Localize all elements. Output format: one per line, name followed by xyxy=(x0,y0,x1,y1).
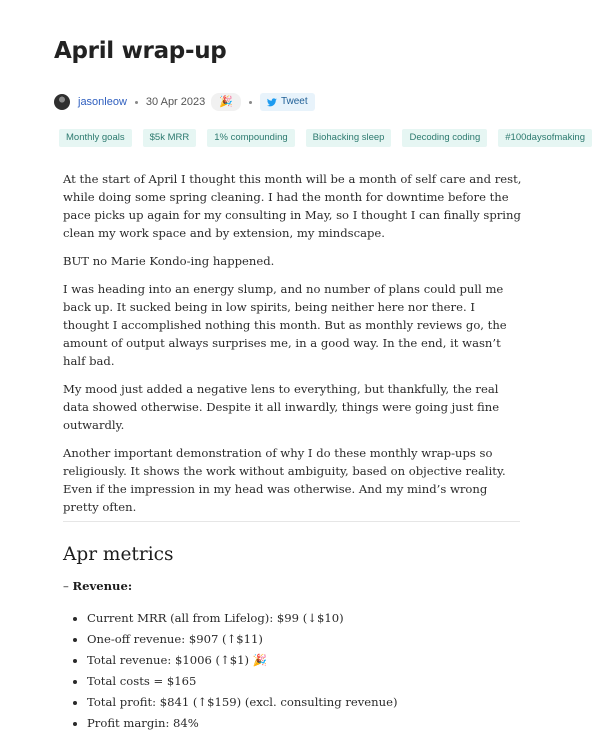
separator-dot xyxy=(135,101,138,104)
post-body xyxy=(63,170,523,526)
body-paragraph: My mood just added a negative lens to everything, but thankfully, the real data showed otherwise. Despite it all inwardly, things were going just fine outwardly. xyxy=(63,382,500,432)
tag[interactable]: Decoding coding xyxy=(402,129,487,147)
revenue-label-text: Revenue: xyxy=(72,579,133,593)
tag[interactable]: #100daysofmaking xyxy=(498,129,592,147)
separator-dot xyxy=(249,101,252,104)
tag[interactable]: Biohacking sleep xyxy=(306,129,392,147)
list-item: • Total profit: $841 (↑$159) (excl. consulting revenue) xyxy=(87,692,397,713)
tag[interactable]: 1% compounding xyxy=(207,129,294,147)
metrics-heading: Apr metrics xyxy=(63,544,174,565)
tag[interactable]: Monthly goals xyxy=(59,129,132,147)
post-date: 30 Apr 2023 xyxy=(145,96,206,108)
body-paragraph: I was heading into an energy slump, and no number of plans could pull me back up. It sucked being in low spirits, being neither here nor there. I thought I accomplished nothing this month. But as monthly reviews go, the amount of output always surprises me, in a good way. In the end, it wasn’t half bad. xyxy=(63,282,507,368)
body-paragraph: Another important demonstration of why I do these monthly wrap-ups so religiously. It shows the work without ambiguity, based on objective reality. Even if the impression in my head was otherwise. And my mind’s wrong pretty often. xyxy=(63,446,506,514)
metric-list xyxy=(63,608,397,734)
post-meta xyxy=(54,92,315,112)
tag-list xyxy=(59,129,600,147)
list-item: • Total costs = $165 xyxy=(87,671,397,692)
body-paragraph: BUT no Marie Kondo-ing happened. xyxy=(63,254,275,268)
body-paragraph: At the start of April I thought this month will be a month of self care and rest, while doing some spring cleaning. I had the month for downtime before the pace picks up again for my consulting in May, so I thought I can finally spring clean my work space and by extension, my mindscape. xyxy=(63,172,522,240)
list-item: • One-off revenue: $907 (↑$11) xyxy=(87,629,397,650)
twitter-bird-icon xyxy=(267,98,277,107)
tweet-label: Tweet xyxy=(280,96,308,107)
celebration-badge[interactable]: 🎉 xyxy=(211,93,241,111)
revenue-label xyxy=(63,579,132,593)
list-item: • Current MRR (all from Lifelog): $99 (↓$10) xyxy=(87,608,397,629)
list-item: • Profit margin: 84% xyxy=(87,713,397,734)
tag[interactable]: $5k MRR xyxy=(143,129,197,147)
page-title: April wrap-up xyxy=(54,38,227,64)
revenue-prefix: – xyxy=(63,579,73,593)
list-item: • Total revenue: $1006 (↑$1) 🎉 xyxy=(87,650,397,671)
section-divider xyxy=(63,521,520,522)
avatar[interactable] xyxy=(54,94,70,110)
author-link[interactable]: jasonleow xyxy=(78,96,127,108)
tweet-button[interactable] xyxy=(260,93,315,111)
